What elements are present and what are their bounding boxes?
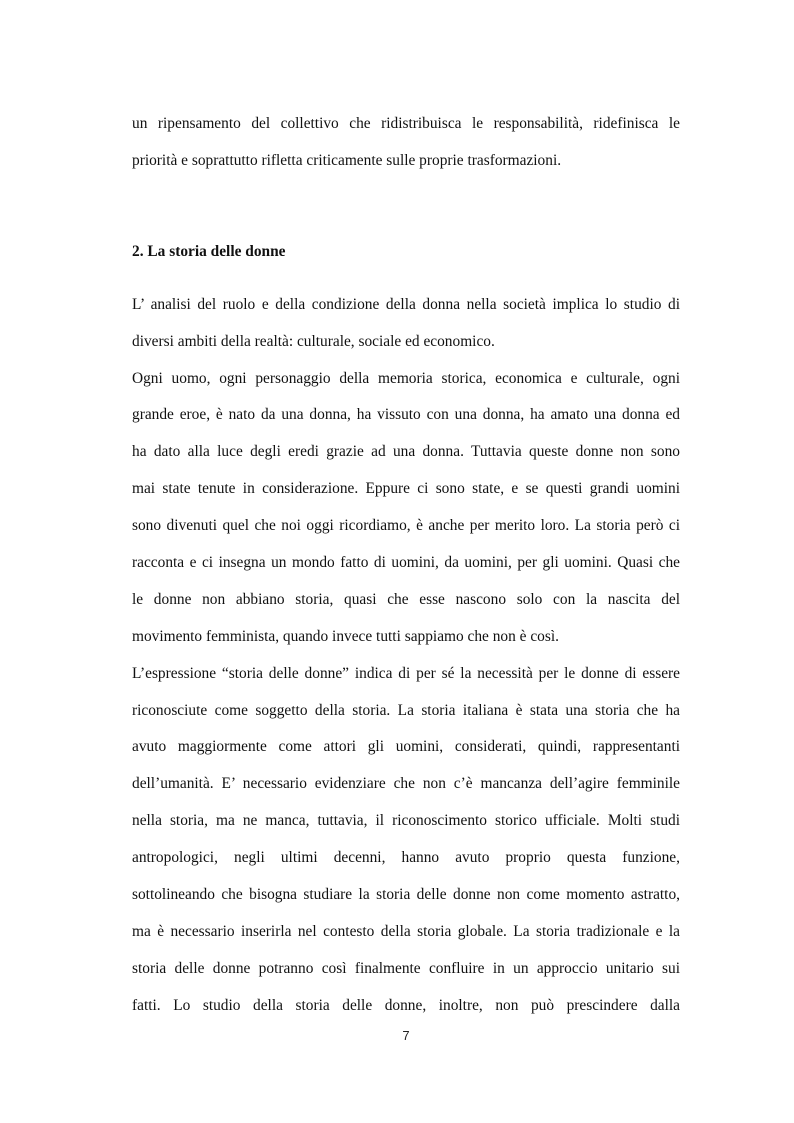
text-line: L’ analisi del ruolo e della condizione della donna nella società implica lo studio di [132,295,680,313]
text-line: Ogni uomo, ogni personaggio della memoria storica, economica e culturale, ogni [132,369,680,387]
text-line: grande eroe, è nato da una donna, ha vissuto con una donna, ha amato una donna ed [132,406,680,424]
text-line: un ripensamento del collettivo che ridistribuisca le responsabilità, ridefinisca le [132,115,680,132]
text-line: racconta e ci insegna un mondo fatto di uomini, da uomini, per gli uomini. Quasi che [132,554,680,572]
text-line: diversi ambiti della realtà: culturale, sociale ed economico. [132,332,495,350]
text-line: avuto maggiormente come attori gli uomini, considerati, quindi, rappresentanti [132,738,680,756]
text-line: storia delle donne potranno così finalmente confluire in un approccio unitario sui [132,959,680,977]
text-line: priorità e soprattutto rifletta criticamente sulle proprie trasformazioni. [132,151,562,169]
text-line: antropologici, negli ultimi decenni, hanno avuto proprio questa funzione, [132,849,680,867]
section-spacer [132,184,680,238]
text-line: le donne non abbiano storia, quasi che esse nascono solo con la nascita del [132,590,680,608]
section-heading: 2. La storia delle donne [132,242,286,260]
text-line: sono divenuti quel che noi oggi ricordiamo, è anche per merito loro. La storia però ci [132,517,680,535]
text-line: dell’umanità. E’ necessario evidenziare che non c’è mancanza dell’agire femminile [132,775,680,793]
document-page [132,110,680,1029]
text-line: mai state tenute in considerazione. Eppure ci sono state, e se questi grandi uomini [132,480,680,498]
text-line: ma è necessario inserirla nel contesto della storia globale. La storia tradizionale e la [132,922,680,940]
text-line: riconosciute come soggetto della storia. La storia italiana è stata una storia che ha [132,701,680,719]
text-line: fatti. Lo studio della storia delle donne, inoltre, non può prescindere dalla [132,996,680,1014]
text-line: sottolineando che bisogna studiare la storia delle donne non come momento astratto, [132,886,680,904]
page-number: 7 [402,1028,410,1043]
text-line: L’espressione “storia delle donne” indica di per sé la necessità per le donne di essere [132,664,680,682]
text-line: movimento femminista, quando invece tutti sappiamo che non è così. [132,627,559,645]
text-line: nella storia, ma ne manca, tuttavia, il riconoscimento storico ufficiale. Molti studi [132,812,680,830]
text-line: ha dato alla luce degli eredi grazie ad una donna. Tuttavia queste donne non sono [132,443,680,461]
